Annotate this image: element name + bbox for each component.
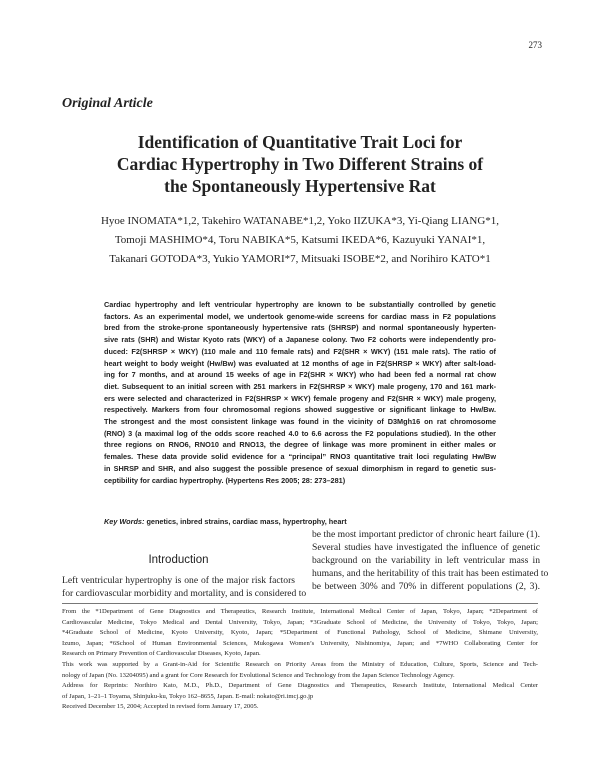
section-heading-introduction: Introduction [148, 554, 209, 566]
abstract-line: ing for 7 months, and at around 15 weeks of age in F2(SHR × WKY) who had been fed a normal rat chow [104, 370, 496, 380]
footnote-line: Izumo, Japan; *6School of Human Environmental Sciences, Mukogawa Women’s University, Nishinomiya, Japan; and *7WHO Collaborating Center for [62, 639, 538, 647]
title-line: Cardiac Hypertrophy in Two Different Strains of [116, 154, 484, 174]
abstract-line: in SHRSP and SHR, and also suggest the possible presence of sexual dimorphism in regard to genetic sus- [104, 463, 496, 473]
body-line: background on the variability in left ventricular mass in [312, 555, 540, 567]
footnote-line: Research on Primary Prevention of Cardiovascular Diseases, Kyoto, Japan. [62, 650, 261, 658]
footnote-line: *4Graduate School of Medicine, Kyoto University, Kyoto, Japan; *5Department of Functional Pathology, School of Medicine, Shimane University, [62, 629, 538, 637]
title-line: Identification of Quantitative Trait Loci for [137, 132, 463, 152]
abstract-line: (RNO) 3 (a maximal log of the odds score reached 4.0 to 6.6 across the F2 populations studied). In the other [104, 428, 496, 438]
footnote-line: Address for Reprints: Norihiro Kato, M.D., Ph.D., Department of Gene Diagnostics and Therapeutics, Research Institute, International Medical Center [62, 682, 538, 690]
author-line: Hyoe INOMATA*1,2, Takehiro WATANABE*1,2, Yoko IIZUKA*3, Yi-Qiang LIANG*1, [100, 215, 500, 227]
footnotes [62, 607, 538, 713]
body-line: be between 30% and 70% in different populations (2, 3). [312, 581, 540, 593]
footnote-divider [62, 603, 538, 604]
author-list [62, 212, 538, 269]
abstract-line: Cardiac hypertrophy and left ventricular hypertrophy are known to be substantially controlled by genetic [104, 300, 496, 309]
abstract-line: factors. As an experimental model, we undertook genome-wide screens for cardiac mass in F2 populations [104, 311, 496, 321]
abstract-line: heart weight to body weight (Hw/Bw) was evaluated at 12 months of age in F2(SHRSP × WKY) after salt-load- [104, 358, 496, 368]
body-line: humans, and the heritability of this trait has been estimated to [312, 568, 549, 580]
author-line: Takanari GOTODA*3, Yukio YAMORI*7, Mitsuaki ISOBE*2, and Norihiro KATO*1 [109, 253, 491, 265]
abstract-line: bred from the stroke-prone spontaneously hypertensive rats (SHRSP) and normal spontaneously hyperten- [104, 323, 496, 333]
footnote-line: Received December 15, 2004; Accepted in revised form January 17, 2005. [62, 703, 259, 711]
abstract-line: duced: F2(SHRSP × WKY) (110 male and 110 female rats) and F2(SHR × WKY) (151 male rats). The ratio of [104, 346, 496, 356]
footnote-line: Cardiovascular Medicine, Tokyo Medical and Dental University, Tokyo, Japan; *3Graduate School of Medicine, the University of Tokyo, Tokyo, Japan; [62, 618, 538, 626]
abstract-line: three regions on RNO6, RNO10 and RNO13, the degree of linkage was more prominent in either males or [104, 440, 496, 450]
abstract-line: respectively. Markers from four chromosomal regions showed suggestive or significant linkage to Hw/Bw. [104, 405, 496, 415]
keywords-text: genetics, inbred strains, cardiac mass, hypertrophy, heart [146, 517, 347, 526]
body-line: Left ventricular hypertrophy is one of the major risk factors [62, 575, 295, 586]
abstract-line: diet. Subsequent to an initial screen with 251 markers in F2(SHRSP × WKY) male progeny, 170 and 161 mark- [104, 381, 496, 391]
footnote-line: of Japan, 1–21–1 Toyama, Shinjuku-ku, Tokyo 162–8655, Japan. E-mail: nokato@ri.imcj.go.jp [62, 692, 314, 700]
title-line: the Spontaneously Hypertensive Rat [164, 176, 436, 196]
page-number: 273 [528, 40, 542, 50]
body-line: for cardiovascular morbidity and mortality, and is considered to [62, 588, 307, 600]
body-line: Several studies have investigated the influence of genetic [312, 542, 540, 554]
keywords [104, 517, 347, 526]
abstract [104, 299, 496, 486]
footnote-line: From the *1Department of Gene Diagnostics and Therapeutics, Research Institute, International Medical Center of Japan, Tokyo, Japan; *2Department of [62, 608, 538, 615]
abstract-line: females. These data provide solid evidence for a “principal” RNO3 quantitative trait loci regulating Hw/Bw [104, 452, 496, 462]
abstract-line: sive rats (SHR) and Wistar Kyoto rats (WKY) of a Japanese colony. Two F2 cohorts were independently pro- [104, 335, 496, 345]
keywords-label: Key Words: [104, 517, 145, 526]
abstract-line: ceptibility for cardiac hypertrophy. (Hypertens Res 2005; 28: 273–281) [104, 475, 346, 485]
body-line: be the most important predictor of chronic heart failure (1). [312, 529, 540, 540]
footnote-line: This work was supported by a Grant-in-Aid for Scientific Research on Priority Areas from the Ministry of Education, Culture, Sports, Science and Tech- [62, 660, 538, 668]
footnote-line: nology of Japan (No. 13204095) and a grant for Core Research for Evolutional Science and Technology from the Japan Science Technology Agency. [62, 671, 455, 679]
abstract-line: ers were selected and characterized in F2(SHRSP × WKY) female progeny and F2(SHR × WKY) male progeny, [104, 393, 496, 403]
article-title [60, 131, 540, 197]
intro-right-column [312, 528, 549, 593]
article-type: Original Article [62, 96, 153, 111]
abstract-line: The strongest and the most consistent linkage was found in the vicinity of D3Mgh16 on rat chromosome [104, 417, 496, 427]
intro-left-column [62, 574, 307, 600]
author-line: Tomoji MASHIMO*4, Toru NABIKA*5, Katsumi IKEDA*6, Kazuyuki YANAI*1, [114, 234, 486, 246]
